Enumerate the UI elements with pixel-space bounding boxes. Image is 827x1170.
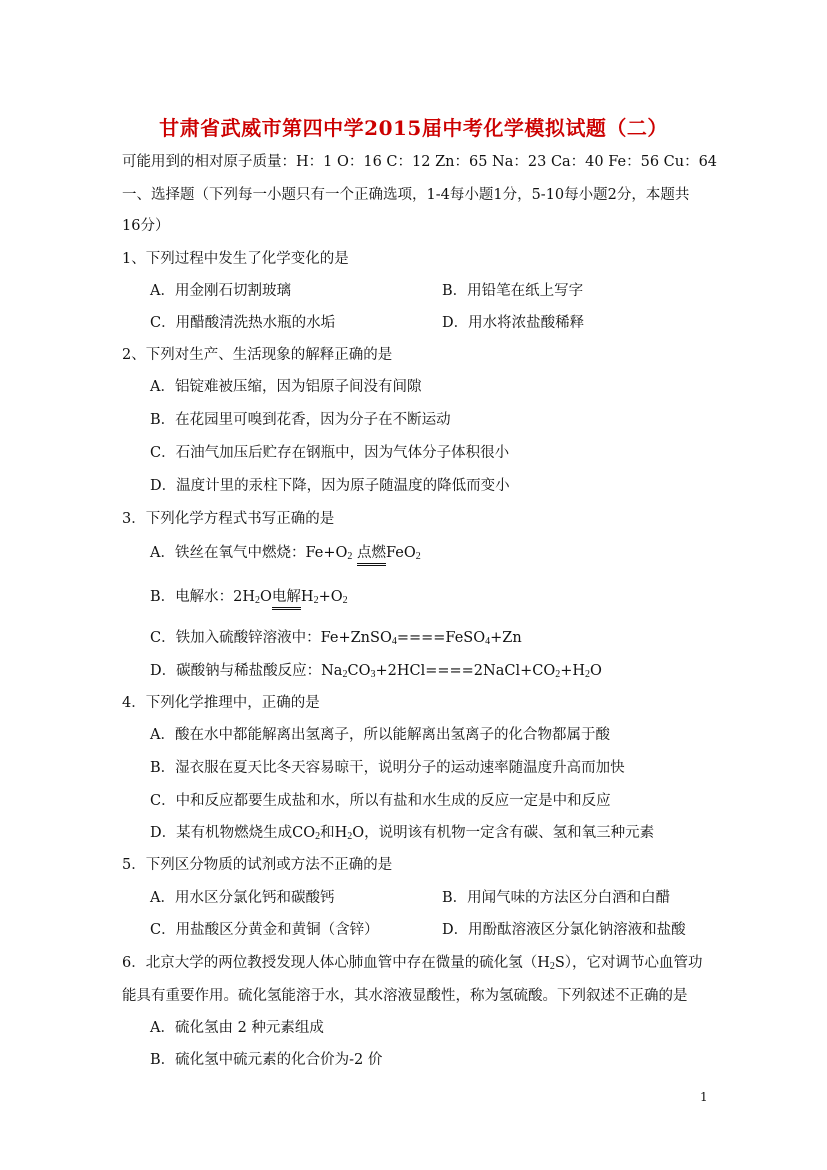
section-heading: 一、选择题（下列每一小题只有一个正确选项，1-4每小题1分，5-10每小题2分，本题共 (122, 187, 690, 203)
q3d-m1: CO (347, 663, 371, 679)
question-6-stem-line2: 能具有重要作用。硫化氢能溶于水，其水溶液显酸性，称为氢硫酸。下列叙述不正确的是 (122, 988, 688, 1004)
q3d-m3: +H (560, 663, 586, 679)
q2-option-b: B．在花园里可嗅到花香，因为分子在不断运动 (150, 412, 451, 428)
q3a-product: FeO (385, 545, 416, 561)
q3c-sub1: 4 (391, 636, 397, 647)
q5-option-d: D．用酚酞溶液区分氯化钠溶液和盐酸 (442, 922, 686, 938)
q3d-sub2: 3 (370, 669, 376, 680)
q3a-condition: 点燃 (357, 543, 386, 566)
q3b-text: B．电解水：2H (150, 589, 256, 605)
q1-option-b: B．用铅笔在纸上写字 (442, 283, 584, 299)
question-6-stem-line1 (122, 953, 703, 977)
q3d-sub1: 2 (342, 669, 348, 680)
q3c-text: C．铁加入硫酸锌溶液中：Fe+ZnSO (150, 630, 392, 646)
page-number: 1 (700, 1090, 708, 1104)
q4-option-d (150, 823, 654, 847)
question-2-stem: 2、下列对生产、生活现象的解释正确的是 (122, 347, 393, 363)
q3c-sub2: 4 (485, 636, 491, 647)
q3b-post2: +O (318, 589, 343, 605)
q2-option-d: D．温度计里的汞柱下降，因为原子随温度的降低而变小 (150, 478, 510, 494)
q1-option-d: D．用水将浓盐酸稀释 (442, 315, 585, 331)
q4-option-a: A．酸在水中都能解离出氢离子，所以能解离出氢离子的化合物都属于酸 (150, 727, 610, 743)
q3d-sub3: 2 (555, 669, 561, 680)
q4d-mid: 和H (320, 825, 348, 841)
q5-option-c: C．用盐酸区分黄金和黄铜（含锌） (150, 922, 379, 938)
page-title: 甘肃省武威市第四中学2015届中考化学模拟试题（二） (159, 116, 668, 140)
q3-option-d (150, 661, 602, 685)
atomic-masses: 可能用到的相对原子质量：H：1 O：16 C：12 Zn：65 Na：23 Ca：40 Fe：56 Cu：64 (122, 154, 718, 170)
q4d-sub1: 2 (315, 831, 321, 842)
q3a-sub1: 2 (347, 551, 353, 562)
q1-option-a: A．用金刚石切割玻璃 (150, 283, 291, 299)
q3a-sub2: 2 (415, 551, 421, 562)
q3b-condition: 电解 (272, 587, 301, 610)
q3b-mid: O (260, 589, 272, 605)
q3b-post1: H (300, 589, 314, 605)
q6-stem-post: S），它对调节心血管功 (554, 955, 703, 971)
q4-option-c: C．中和反应都要生成盐和水，所以有盐和水生成的反应一定是中和反应 (150, 793, 611, 809)
question-5-stem: 5．下列区分物质的试剂或方法不正确的是 (122, 857, 393, 873)
q2-option-a: A．铝锭难被压缩，因为铝原子间没有间隙 (150, 379, 422, 395)
question-4-stem: 4．下列化学推理中，正确的是 (122, 695, 320, 711)
q3-option-a (150, 543, 421, 567)
q3-option-c (150, 628, 522, 652)
q3d-sub4: 2 (585, 669, 591, 680)
q6-option-a: A．硫化氢由 2 种元素组成 (150, 1020, 324, 1036)
q6-option-b: B．硫化氢中硫元素的化合价为-2 价 (150, 1052, 383, 1068)
q3b-sub1: 2 (255, 595, 261, 606)
q3b-sub2: 2 (313, 595, 319, 606)
q3c-mid: ====FeSO (396, 630, 486, 646)
q1-option-c: C．用醋酸清洗热水瓶的水垢 (150, 315, 336, 331)
q3d-m2: +2HCl====2NaCl+CO (375, 663, 556, 679)
q3d-m4: O (590, 663, 602, 679)
question-3-stem: 3．下列化学方程式书写正确的是 (122, 511, 335, 527)
q4-option-b: B．湿衣服在夏天比冬天容易晾干，说明分子的运动速率随温度升高而加快 (150, 760, 625, 776)
q4d-text: D．某有机物燃烧生成CO (150, 825, 316, 841)
q3-option-b (150, 587, 348, 611)
q3b-sub3: 2 (342, 595, 348, 606)
q4d-post: O，说明该有机物一定含有碳、氢和氧三种元素 (352, 825, 655, 841)
question-1-stem: 1、下列过程中发生了化学变化的是 (122, 251, 349, 267)
q4d-sub2: 2 (347, 831, 353, 842)
section-heading-cont: 16分） (122, 218, 170, 234)
q5-option-b: B．用闻气味的方法区分白酒和白醋 (442, 890, 671, 906)
q3d-text: D．碳酸钠与稀盐酸反应：Na (150, 663, 343, 679)
q6-stem-pre: 6．北京大学的两位教授发现人体心肺血管中存在微量的硫化氢（H (122, 955, 550, 971)
q3c-post: +Zn (490, 630, 522, 646)
q5-option-a: A．用水区分氯化钙和碳酸钙 (150, 890, 335, 906)
q2-option-c: C．石油气加压后贮存在钢瓶中，因为气体分子体积很小 (150, 445, 510, 461)
q6-stem-sub: 2 (549, 961, 555, 972)
q3a-text: A．铁丝在氧气中燃烧：Fe+O (150, 545, 348, 561)
